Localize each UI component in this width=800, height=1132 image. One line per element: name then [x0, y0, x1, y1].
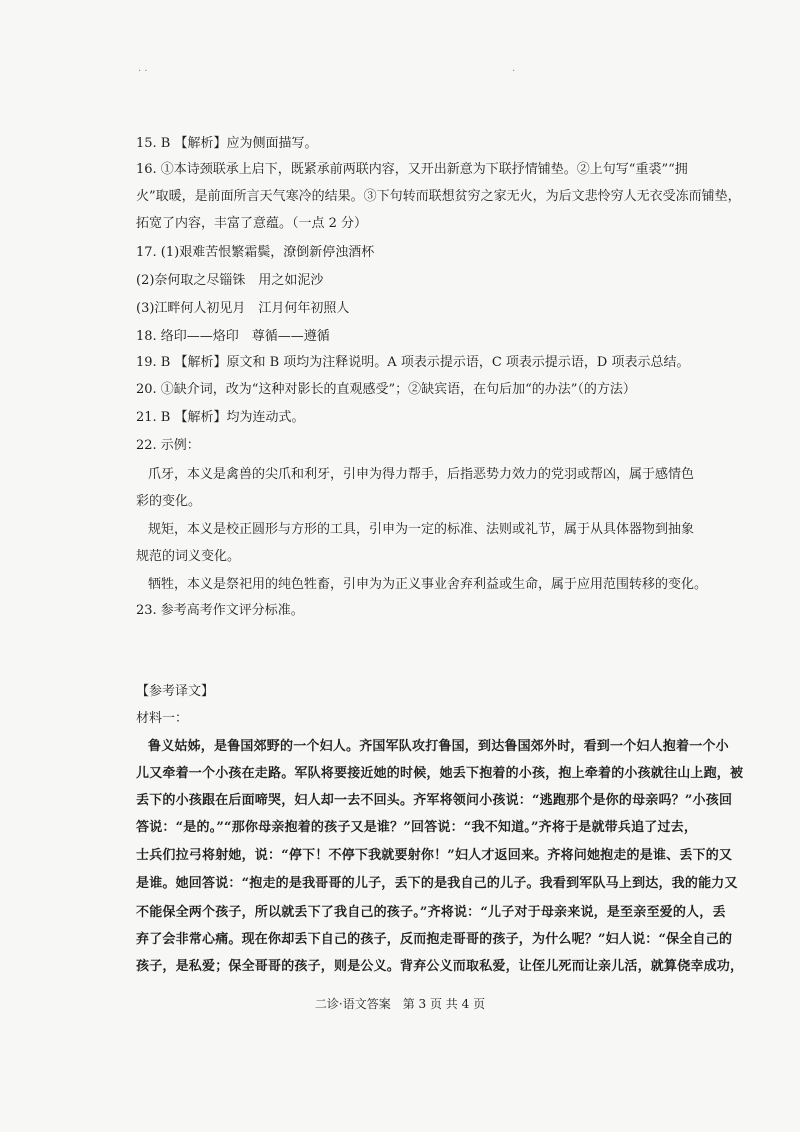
translation-line: 答说：“是的。”“那你母亲抱着的孩子又是谁？”回答说：“我不知道。”齐将于是就带兵追了过去， — [136, 820, 698, 835]
translation-material-label: 材料一： — [136, 711, 189, 726]
answer-22-para-2-line-2: 规范的词义变化。 — [136, 549, 241, 564]
scan-mark-right: · — [512, 66, 516, 77]
answer-17-3: (3)江畔何人初见月 江月何年初照人 — [136, 301, 350, 316]
translation-line: 鲁义姑姊，是鲁国郊野的一个妇人。齐国军队攻打鲁国，到达鲁国郊外时，看到一个妇人抱着一个小 — [148, 739, 729, 754]
answer-16-line-2: 火”取暖，是前面所言天气寒冷的结果。③下句转而联想贫穷之家无火，为后文悲怜穷人无衣受冻而铺垫， — [136, 189, 741, 204]
answer-17-1: 17. (1)艰难苦恨繁霜鬓，潦倒新停浊酒杯 — [136, 245, 375, 260]
translation-line: 孩子，是私爱；保全哥哥的孩子，则是公义。背弃公义而取私爱，让侄儿死而让亲儿活，就算侥幸成功， — [136, 959, 744, 974]
translation-line: 不能保全两个孩子，所以就丢下了我自己的孩子。”齐将说：“儿子对于母亲来说，是至亲至爱的人，丢 — [136, 905, 726, 920]
translation-line: 丢下的小孩跟在后面啼哭，妇人却一去不回头。齐军将领问小孩说：“逃跑那个是你的母亲吗？”小孩回 — [136, 793, 733, 808]
translation-line: 弃了会非常心痛。现在你却丢下自己的孩子，反而抱走哥哥的孩子，为什么呢？”妇人说：“保全自己的 — [136, 932, 733, 947]
translation-line: 士兵们拉弓将射她，说：“停下！不停下我就要射你！”妇人才返回来。齐将问她抱走的是谁、丢下的又 — [136, 848, 733, 863]
answer-22-heading: 22. 示例： — [136, 438, 200, 453]
answer-18: 18. 络印——烙印 尊循——遵循 — [136, 329, 330, 344]
answer-16-line-1: 16. ①本诗颈联承上启下，既紧承前两联内容，又开出新意为下联抒情铺垫。②上句写“重裘”“拥 — [136, 162, 688, 177]
answer-17-2: (2)奈何取之尽锱铢 用之如泥沙 — [136, 273, 324, 288]
answer-22-para-2-line-1: 规矩，本义是校正圆形与方形的工具，引申为一定的标准、法则或礼节，属于从具体器物到抽象 — [148, 522, 695, 537]
answer-22-para-3: 牺牲，本义是祭祀用的纯色牲畜，引申为为正义事业舍弃利益或生命，属于应用范围转移的变化。 — [148, 577, 708, 592]
answer-15: 15. B 【解析】应为侧面描写。 — [136, 136, 318, 151]
translation-heading: 【参考译文】 — [136, 684, 215, 699]
page-footer: 二诊·语文答案 第 3 页 共 4 页 — [314, 997, 486, 1011]
scan-mark-left: · · — [138, 66, 148, 77]
answer-16-line-3: 拓宽了内容，丰富了意蕴。（一点 2 分） — [136, 216, 368, 231]
translation-line: 儿又牵着一个小孩在走路。军队将要接近她的时候，她丢下抱着的小孩，抱上牵着的小孩就往山上跑，被 — [136, 766, 744, 781]
answer-23: 23. 参考高考作文评分标准。 — [136, 603, 304, 618]
answer-21: 21. B 【解析】均为连动式。 — [136, 410, 305, 425]
answer-19: 19. B 【解析】原文和 B 项均为注释说明。A 项表示提示语，C 项表示提示语，D 项表示总结。 — [136, 355, 690, 370]
translation-line: 是谁。她回答说：“抱走的是我哥哥的儿子，丢下的是我自己的儿子。我看到军队马上到达，我的能力又 — [136, 876, 738, 891]
answer-20: 20. ①缺介词，改为“这种对影长的直观感受”；②缺宾语，在句后加“的办法”（的方法） — [136, 382, 636, 397]
answer-22-para-1-line-1: 爪牙，本义是禽兽的尖爪和利牙，引申为得力帮手，后指恶势力效力的党羽或帮凶，属于感情色 — [148, 467, 695, 482]
answer-22-para-1-line-2: 彩的变化。 — [136, 494, 202, 509]
